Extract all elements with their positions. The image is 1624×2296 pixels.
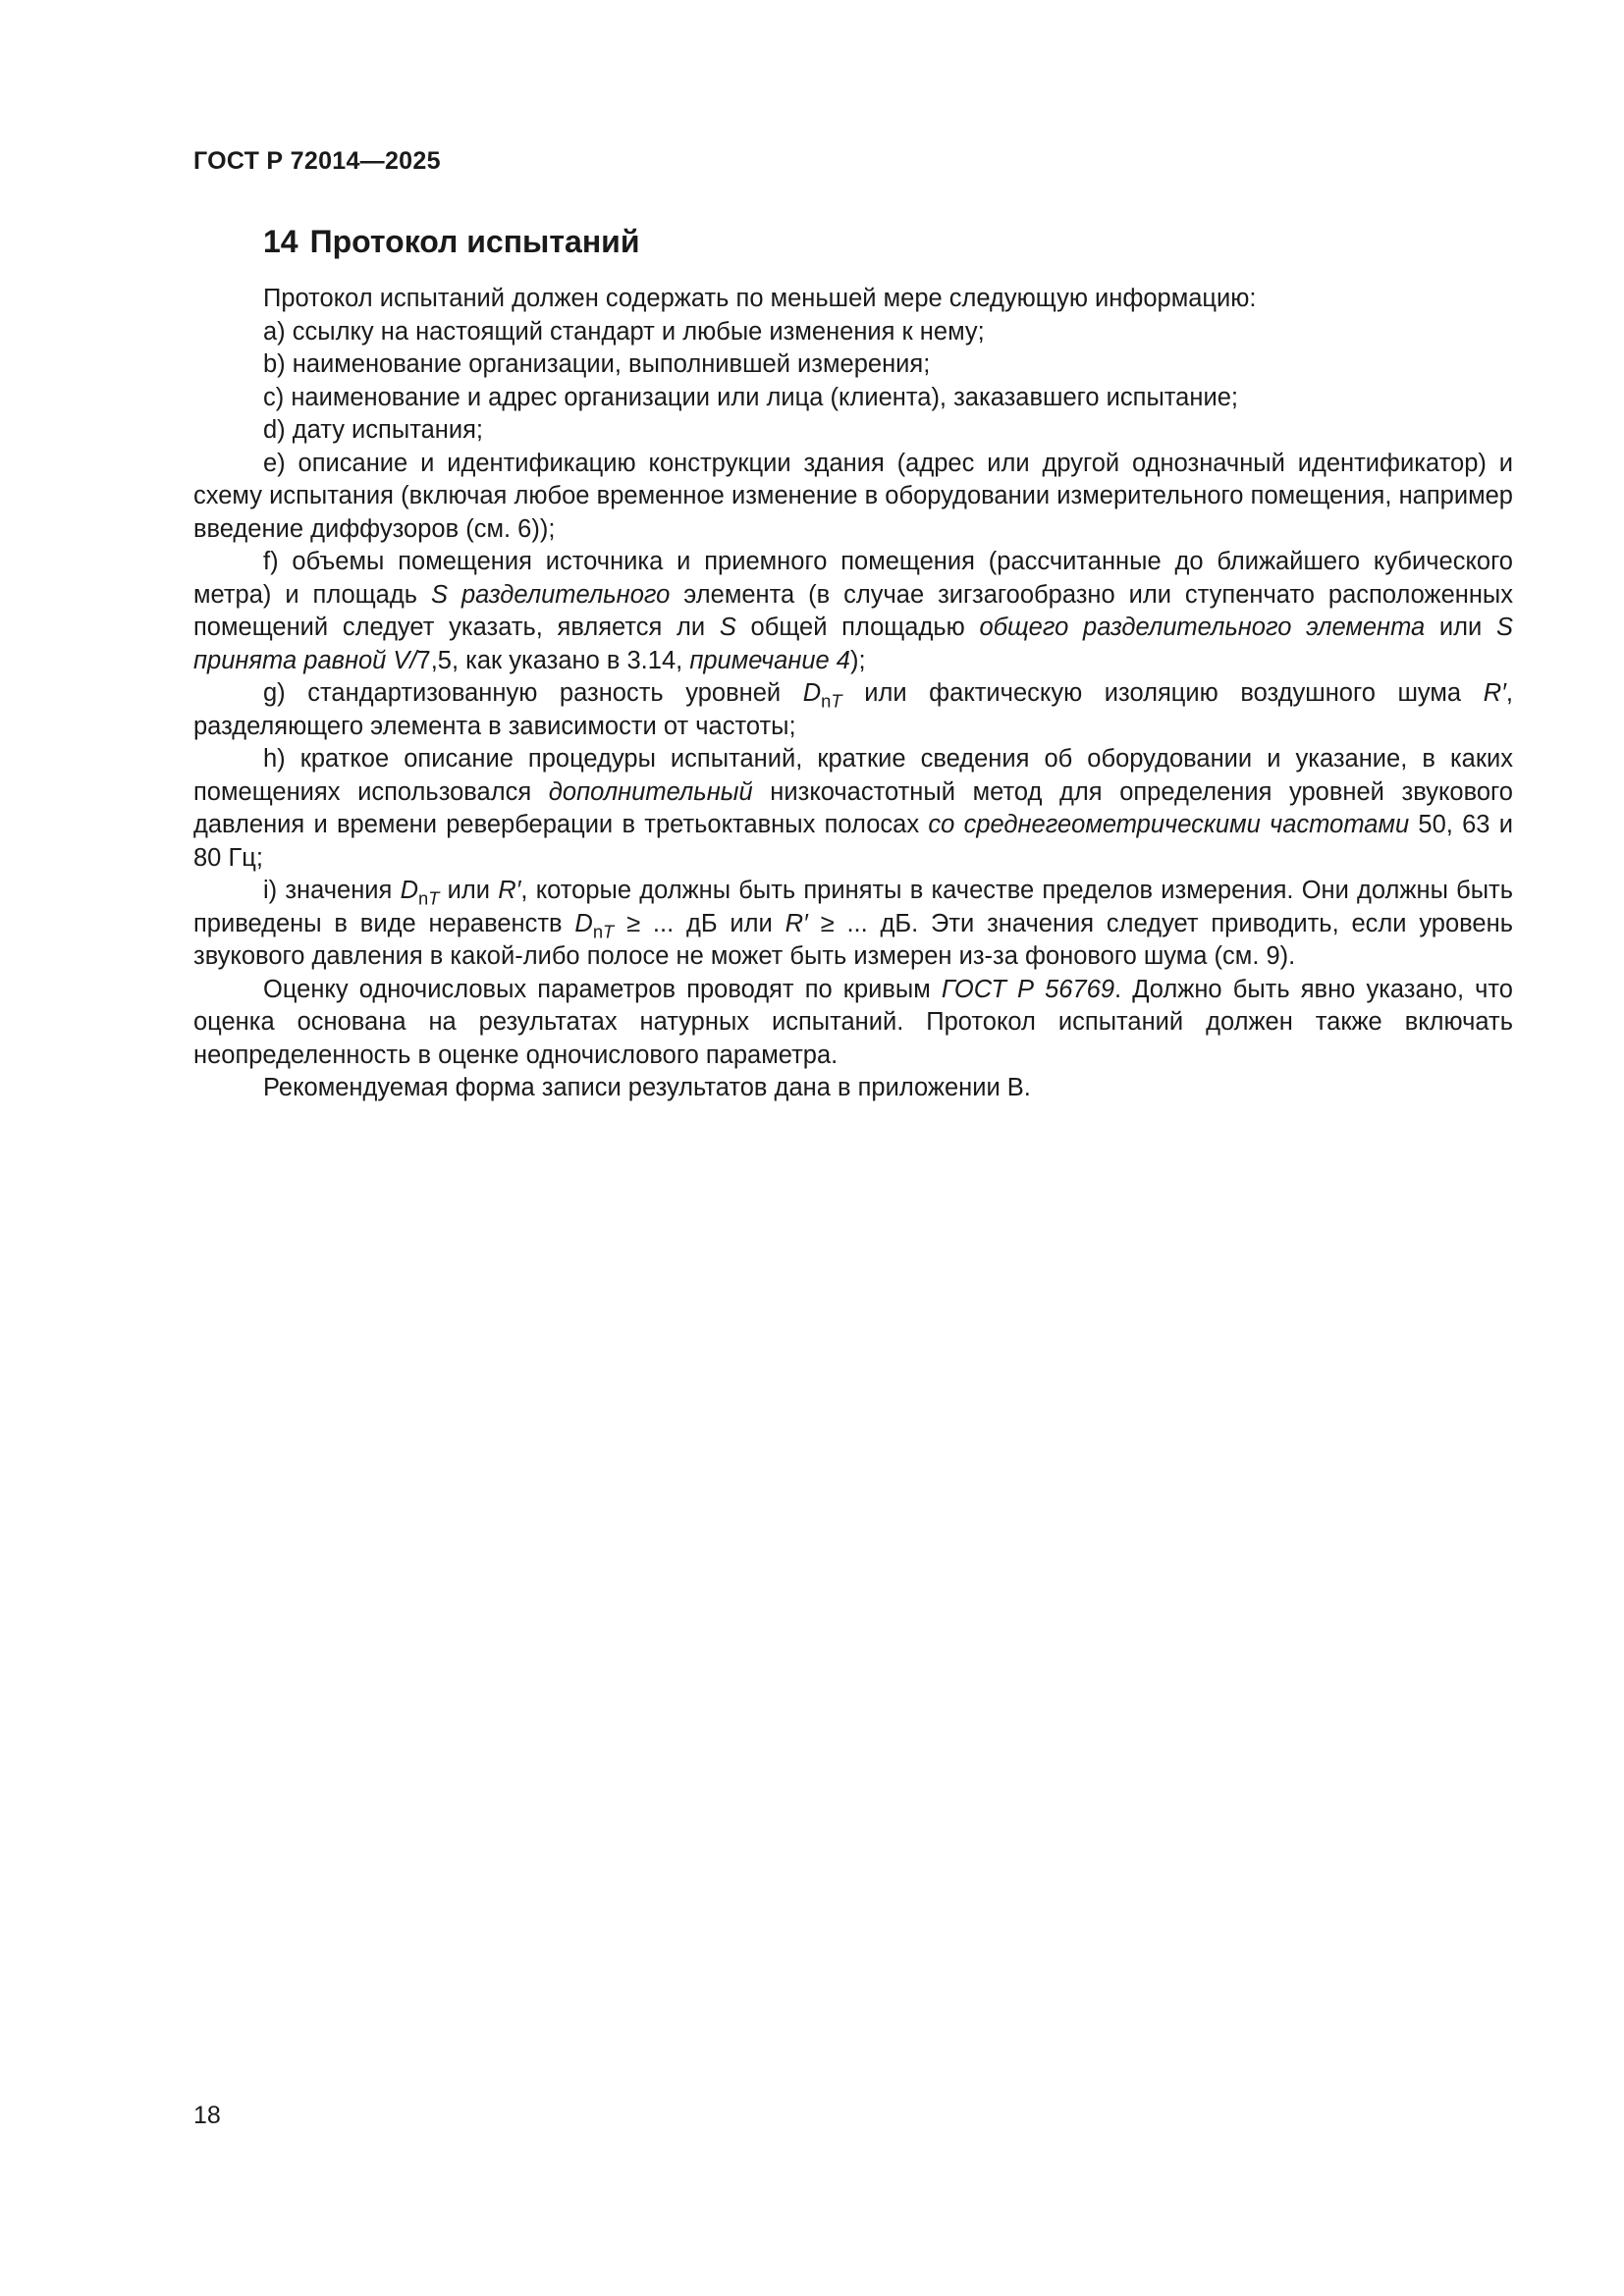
- paragraph-intro: Протокол испытаний должен содержать по меньшей мере следующую информацию:: [263, 285, 1257, 312]
- list-item-b: b) наименование организации, выполнившей измерения;: [263, 350, 931, 378]
- symbol-r-prime: R′: [1483, 679, 1506, 707]
- list-item-d: d) дату испытания;: [263, 416, 483, 444]
- list-item-f: f) объемы помещения источника и приемного помещения (рассчитанные до ближайшего кубического метра) и площадь S разделительного элемента (в случае зигзагообразно или ступенчато расположенных помещений следует указать, является ли S общей площадью общего разделительного элемента или S принята равной V/7,5, как указано в 3.14, примечание 4);: [193, 548, 1513, 674]
- symbol-dnt: $D_{nT}$: [574, 909, 615, 941]
- standard-reference: ГОСТ Р 56769: [941, 975, 1115, 1003]
- list-item-h: h) краткое описание процедуры испытаний, краткие сведения об оборудовании и указание, в каких помещениях использовался дополнительный низкочастотный метод для определения уровней звукового давления и времени реверберации в третьоктавных полосах со среднегеометрическими частотами 50, 63 и 80 Гц;: [193, 745, 1514, 872]
- section-number: 14: [263, 224, 298, 259]
- symbol-dnt: $D_{nT}$: [400, 877, 440, 909]
- paragraph-recommendation: Рекомендуемая форма записи результатов дана в приложении В.: [263, 1074, 1031, 1101]
- list-item-i: i) значения $D_{nT}$ или R′, которые должны быть приняты в качестве пределов измерения. Они должны быть приведены в виде неравенств $D_{nT}$ ≥ ... дБ или R′ ≥ ... дБ. Эти значения следует приводить, если уровень звукового давления в какой-либо полосе не может быть измерен из-за фонового шума (см. 9).: [193, 877, 1513, 970]
- document-header: ГОСТ Р 72014—2025: [193, 147, 441, 175]
- symbol-r-prime: R′: [785, 909, 808, 937]
- symbol-r-prime: R′: [498, 877, 521, 904]
- list-item-e: e) описание и идентификацию конструкции здания (адрес или другой однозначный идентификатор) и схему испытания (включая любое временное изменение в оборудовании измерительного помещения, например введение диффузоров (см. 6));: [193, 449, 1513, 543]
- paragraph-assessment: Оценку одночисловых параметров проводят по кривым ГОСТ Р 56769. Должно быть явно указано, что оценка основана на результатах натурных испытаний. Протокол испытаний должен также включать неопределенность в оценке одночислового параметра.: [193, 975, 1513, 1069]
- list-item-g: g) стандартизованную разность уровней $D_{nT}$ или фактическую изоляцию воздушного шума R′, разделяющего элемента в зависимости от частоты;: [193, 679, 1513, 740]
- list-item-a: a) ссылку на настоящий стандарт и любые изменения к нему;: [263, 317, 985, 346]
- section-heading: [263, 224, 640, 260]
- list-item-c: c) наименование и адрес организации или лица (клиента), заказавшего испытание;: [263, 383, 1238, 411]
- symbol-dnt: $D_{nT}$: [802, 679, 842, 712]
- page-number: 18: [193, 2102, 221, 2129]
- section-title-text: Протокол испытаний: [309, 224, 640, 259]
- section-body: [193, 283, 1513, 1105]
